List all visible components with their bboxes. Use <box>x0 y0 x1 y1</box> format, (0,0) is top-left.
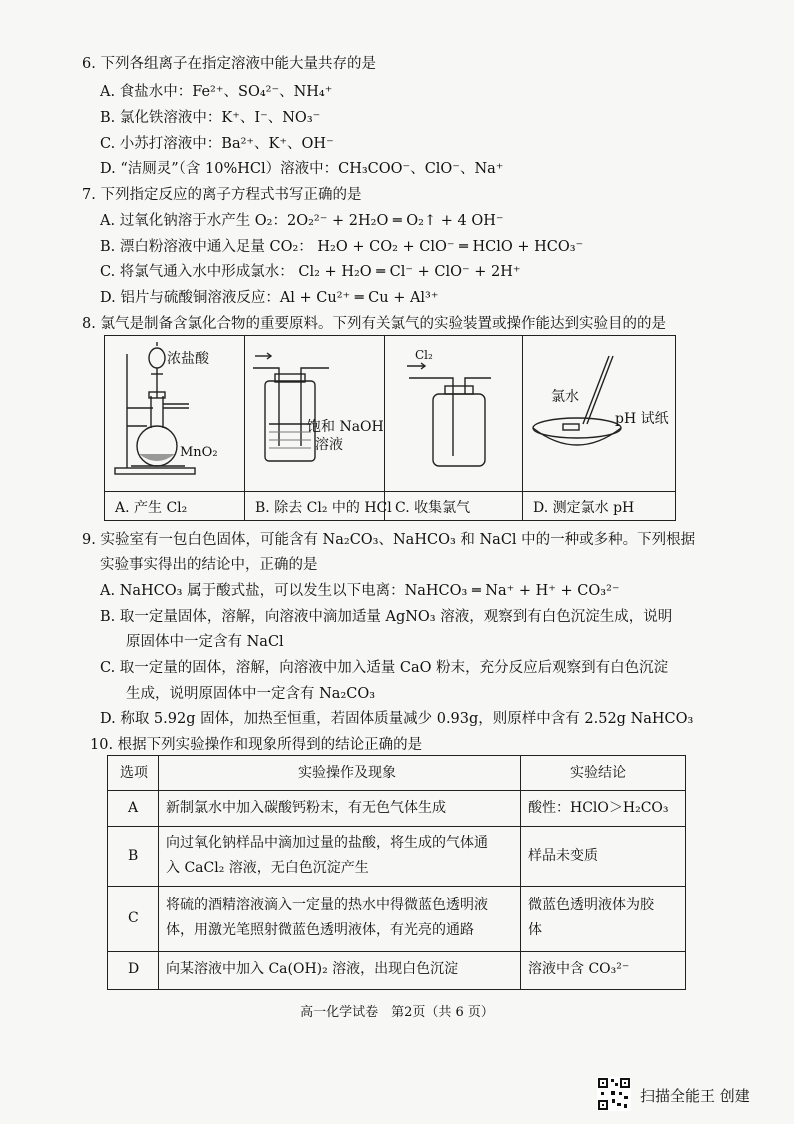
row-d-operation: 向某溶液中加入 Ca(OH)₂ 溶液，出现白色沉淀 <box>166 961 459 977</box>
q9-option-c-line1: C. 取一定量的固体，溶解，向溶液中加入适量 CaO 粉末，充分反应后观察到有白色沉淀 <box>100 660 669 676</box>
caption-a: A. 产生 Cl₂ <box>115 500 188 516</box>
row-b-conclusion: 样品未变质 <box>528 848 598 864</box>
q9-option-b-line2: 原固体中一定含有 NaCl <box>126 634 284 650</box>
row-b-operation-line2: 入 CaCl₂ 溶液，无白色沉淀产生 <box>166 860 369 876</box>
q7-option-c: C. 将氯气通入水中形成氯水： Cl₂ + H₂O ═ Cl⁻ + ClO⁻ + 2H⁺ <box>100 264 521 280</box>
naoh-label: 饱和 NaOH <box>307 419 384 435</box>
mno2-label: MnO₂ <box>180 445 218 460</box>
q9-stem: 9. 实验室有一包白色固体，可能含有 Na₂CO₃、NaHCO₃ 和 NaCl 中的一种或多种。下列根据 <box>82 532 696 548</box>
solution-label: 溶液 <box>315 437 343 453</box>
caption-d: D. 测定氯水 pH <box>533 500 635 516</box>
row-b-option: B <box>128 848 139 864</box>
q9-option-a: A. NaHCO₃ 属于酸式盐，可以发生以下电离：NaHCO₃ ═ Na⁺ + H⁺ + CO₃²⁻ <box>100 583 620 599</box>
cl2-label: Cl₂ <box>415 348 433 362</box>
q9-option-c-line2: 生成，说明原固体中一定含有 Na₂CO₃ <box>126 686 376 702</box>
q9-option-b-line1: B. 取一定量固体，溶解，向溶液中滴加适量 AgNO₃ 溶液，观察到有白色沉淀生成，说明 <box>100 609 673 625</box>
row-a-operation: 新制氯水中加入碳酸钙粉末，有无色气体生成 <box>166 800 446 816</box>
q6-option-d: D. “洁厕灵”（含 10%HCl）溶液中：CH₃COO⁻、ClO⁻、Na⁺ <box>100 161 504 177</box>
q9-option-d: D. 称取 5.92g 固体，加热至恒重，若固体质量减少 0.93g，则原样中含有 2.52g NaHCO₃ <box>100 711 694 727</box>
q10-stem: 10. 根据下列实验操作和现象所得到的结论正确的是 <box>90 737 423 753</box>
page-footer: 高一化学试卷 第2页（共 6 页） <box>300 1005 494 1020</box>
q8-stem: 8. 氯气是制备含氯化合物的重要原料。下列有关氯气的实验装置或操作能达到实验目的的是 <box>82 316 666 332</box>
caption-b: B. 除去 Cl₂ 中的 HCl <box>255 500 392 516</box>
ph-paper-label: pH 试纸 <box>615 411 669 427</box>
q8-apparatus-table <box>104 335 676 521</box>
row-a-option: A <box>128 800 139 816</box>
panel-d <box>523 336 675 520</box>
q7-option-d: D. 铝片与硫酸铜溶液反应：Al + Cu²⁺ ═ Cu + Al³⁺ <box>100 290 439 306</box>
panel-b <box>245 336 385 520</box>
q6-stem: 6. 下列各组离子在指定溶液中能大量共存的是 <box>82 56 376 72</box>
row-c-conclusion-line2: 体 <box>528 922 542 938</box>
panel-c <box>385 336 523 520</box>
q9-stem-cont: 实验事实得出的结论中，正确的是 <box>100 557 318 573</box>
header-conclusion: 实验结论 <box>570 765 626 781</box>
q7-option-b: B. 漂白粉溶液中通入足量 CO₂： H₂O + CO₂ + ClO⁻ ═ HClO + HCO₃⁻ <box>100 239 584 255</box>
scanner-watermark: 扫描全能王 创建 <box>640 1087 750 1105</box>
row-b-operation-line1: 向过氧化钠样品中滴加过量的盐酸，将生成的气体通 <box>166 835 488 851</box>
row-c-conclusion-line1: 微蓝色透明液体为胶 <box>528 897 654 913</box>
row-d-conclusion: 溶液中含 CO₃²⁻ <box>528 961 630 977</box>
q7-stem: 7. 下列指定反应的离子方程式书写正确的是 <box>82 187 362 203</box>
row-c-option: C <box>128 910 139 926</box>
caption-c: C. 收集氯气 <box>395 500 471 516</box>
wash-bottle-icon <box>245 336 385 491</box>
row-c-operation-line2: 体，用激光笔照射微蓝色透明液体，有光亮的通路 <box>166 922 474 938</box>
q6-option-a: A. 食盐水中：Fe²⁺、SO₄²⁻、NH₄⁺ <box>100 84 333 100</box>
q7-option-a: A. 过氧化钠溶于水产生 O₂：2O₂²⁻ + 2H₂O ═ O₂↑ + 4 OH⁻ <box>100 213 504 229</box>
header-option: 选项 <box>120 765 148 781</box>
row-d-option: D <box>128 961 140 977</box>
row-c-operation-line1: 将硫的酒精溶液滴入一定量的热水中得微蓝色透明液 <box>166 897 488 913</box>
header-operation: 实验操作及现象 <box>298 765 396 781</box>
row-a-conclusion: 酸性：HClO＞H₂CO₃ <box>528 800 669 816</box>
panel-a <box>105 336 245 520</box>
q6-option-c: C. 小苏打溶液中：Ba²⁺、K⁺、OH⁻ <box>100 136 334 152</box>
qr-code-icon <box>597 1077 631 1111</box>
conc-hcl-label: 浓盐酸 <box>167 351 209 367</box>
q6-option-b: B. 氯化铁溶液中：K⁺、I⁻、NO₃⁻ <box>100 110 321 126</box>
q10-table <box>107 755 686 990</box>
caption-divider <box>105 491 675 492</box>
chlorine-water-label: 氯水 <box>551 389 579 405</box>
gas-bottle-icon <box>385 336 523 491</box>
